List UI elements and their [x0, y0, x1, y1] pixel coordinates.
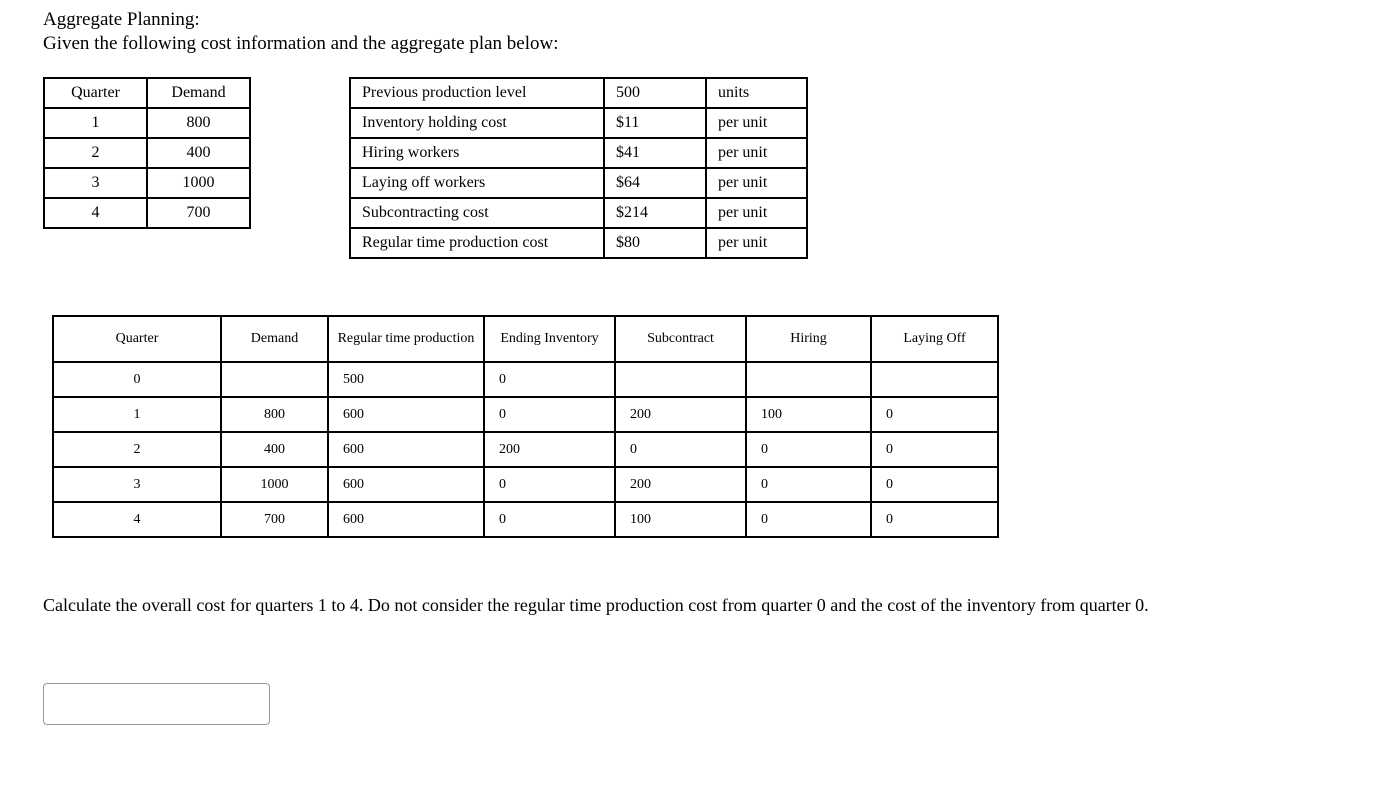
cell: 0: [746, 432, 871, 467]
cell: Regular time production cost: [350, 228, 604, 258]
cell: per unit: [706, 108, 807, 138]
table-row: [53, 502, 998, 537]
cell: 0: [53, 362, 221, 397]
table-header-row: [44, 78, 250, 108]
cell: 2: [44, 138, 147, 168]
header-cell: Quarter: [44, 78, 147, 108]
cell: 600: [328, 432, 484, 467]
table-row: [44, 108, 250, 138]
table-row: [350, 78, 807, 108]
cell: 0: [871, 502, 998, 537]
cell: 4: [44, 198, 147, 228]
cell: Previous production level: [350, 78, 604, 108]
cell: [615, 362, 746, 397]
heading-title: Aggregate Planning:: [43, 9, 200, 30]
table-header-row: [53, 316, 998, 362]
cell: [871, 362, 998, 397]
cell: [746, 362, 871, 397]
cell: Laying off workers: [350, 168, 604, 198]
cell: $11: [604, 108, 706, 138]
heading-subtitle: Given the following cost information and the aggregate plan below:: [43, 33, 559, 54]
cell: 400: [147, 138, 250, 168]
table-row: [44, 168, 250, 198]
cell: 0: [484, 362, 615, 397]
cell: 200: [484, 432, 615, 467]
cell: 800: [147, 108, 250, 138]
cost-table: [349, 77, 808, 259]
answer-input[interactable]: [43, 683, 270, 725]
cell: 3: [53, 467, 221, 502]
cell: 100: [746, 397, 871, 432]
table-row: [53, 432, 998, 467]
cell: 200: [615, 467, 746, 502]
cell: 0: [871, 397, 998, 432]
table-row: [350, 198, 807, 228]
cell: units: [706, 78, 807, 108]
table-row: [44, 198, 250, 228]
cell: 1: [53, 397, 221, 432]
table-row: [350, 138, 807, 168]
cell: 700: [221, 502, 328, 537]
header-cell: Regular time production: [328, 316, 484, 362]
cell: $41: [604, 138, 706, 168]
header-cell: Demand: [221, 316, 328, 362]
table-row: [44, 138, 250, 168]
aggregate-plan-table: [52, 315, 999, 538]
cell: 0: [746, 502, 871, 537]
demand-table: [43, 77, 251, 229]
cell: per unit: [706, 138, 807, 168]
question-text: Calculate the overall cost for quarters 1 to 4. Do not consider the regular time production cost from quarter 0 and the cost of the inventory from quarter 0.: [43, 595, 1149, 615]
cell: per unit: [706, 168, 807, 198]
header-cell: Ending Inventory: [484, 316, 615, 362]
cell: 1: [44, 108, 147, 138]
cell: Hiring workers: [350, 138, 604, 168]
cell: 1000: [221, 467, 328, 502]
header-cell: Demand: [147, 78, 250, 108]
cell: 500: [328, 362, 484, 397]
cell: 3: [44, 168, 147, 198]
cell: Subcontracting cost: [350, 198, 604, 228]
heading: [43, 8, 559, 56]
cell: per unit: [706, 228, 807, 258]
cell: 0: [615, 432, 746, 467]
cell: 700: [147, 198, 250, 228]
cell: 400: [221, 432, 328, 467]
header-cell: Subcontract: [615, 316, 746, 362]
cell: 0: [871, 467, 998, 502]
cell: 0: [746, 467, 871, 502]
cell: $214: [604, 198, 706, 228]
cell: [221, 362, 328, 397]
cell: 600: [328, 502, 484, 537]
cell: $64: [604, 168, 706, 198]
cell: 600: [328, 467, 484, 502]
table-row: [350, 228, 807, 258]
cell: 600: [328, 397, 484, 432]
table-row: [350, 168, 807, 198]
cell: $80: [604, 228, 706, 258]
table-row: [350, 108, 807, 138]
cell: 4: [53, 502, 221, 537]
table-row: [53, 397, 998, 432]
header-cell: Hiring: [746, 316, 871, 362]
cell: 0: [871, 432, 998, 467]
cell: 0: [484, 467, 615, 502]
table-row: [53, 362, 998, 397]
cell: 100: [615, 502, 746, 537]
cell: 500: [604, 78, 706, 108]
cell: 2: [53, 432, 221, 467]
cell: 0: [484, 502, 615, 537]
cell: 200: [615, 397, 746, 432]
header-cell: Laying Off: [871, 316, 998, 362]
cell: per unit: [706, 198, 807, 228]
cell: 800: [221, 397, 328, 432]
cell: 0: [484, 397, 615, 432]
header-cell: Quarter: [53, 316, 221, 362]
table-row: [53, 467, 998, 502]
cell: 1000: [147, 168, 250, 198]
cell: Inventory holding cost: [350, 108, 604, 138]
